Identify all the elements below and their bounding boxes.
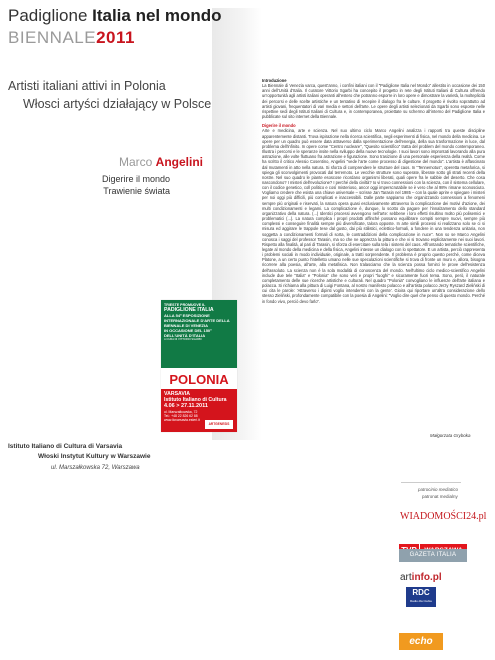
artist-last-name: Angelini: [155, 155, 203, 169]
work-title-polish: Trawienie świata: [103, 186, 170, 196]
artist-first-name: Marco: [118, 155, 156, 169]
poster-line3: ALLA 54ª ESPOSIZIONE INTERNAZIONALE D'ARTE DELLA BIENNALE DI VENEZIA: [164, 313, 230, 329]
media-patron-italian: patrocinio mediatico: [418, 487, 459, 492]
poster-country: POLONIA: [169, 372, 229, 387]
page-title: [8, 6, 222, 25]
intro-heading: Introduzione: [262, 78, 287, 83]
institute-address: ul. Marszałkowska 72, Warszawa: [51, 465, 140, 471]
poster-phone: Tel.: +48 22 826 62 88: [164, 414, 198, 418]
article-signature: Małgorzata Gryboka: [430, 433, 471, 438]
institute-name-polish: Włoski Instytut Kultury w Warszawie: [38, 453, 151, 460]
rdc-mark: RDC: [412, 588, 430, 597]
media-patron-polish: patronat medialny: [422, 494, 458, 499]
institute-name-italian: Istituto Italiano di Cultura di Varsavia: [8, 443, 123, 450]
poster-venue: Istituto Italiano di Cultura: [164, 397, 227, 403]
intro-paragraph: La Biennale di Venezia varca, quest'anno, i confini italiani con il "Padiglione Italia nel Mondo" allestito in occasione dei 150 anni dell'Unità d'Italia. Il curatore Vittorio Sgarbi ha concepito il progetto in rete degli Istituti Italiani di Cultura offrendo un'opportunità agli artisti italiani operanti all'estero che potranno esporre in loro opere e dimostrare la varietà, la molteplicità dei percorsi e delle scelte artistiche e un tentativo di recepire il dialogo fra le culture. Il progetto è rivolto soprattutto ad artisti giovani, frequentatori di vari media e settori dell'arte. Le opere degli artisti selezionati da Sgarbi sono esposte nelle rispettive sedi degli Istituti Italiani di Cultura e, in contemporanea, proiettate su schermo all'interno del Padiglione Italia e pubblicate sul sito internet della Biennale.: [262, 83, 485, 120]
poster-line5: A CURA DI VITTORIO SGARBI: [164, 338, 202, 342]
artinfo-part-a: art: [400, 572, 412, 583]
biennale-year: 2011: [96, 28, 135, 47]
gazeta-italia-logo[interactable]: GAZETA ITALIA: [399, 549, 467, 562]
poster-website: www.iicvarsavia.esteri.it: [164, 418, 200, 422]
rdc-radio-logo[interactable]: [406, 587, 436, 607]
subtitle-polish: Włosci artyści działający w Polsce: [23, 97, 212, 111]
poster-address: ul. Marszałkowska, 72: [164, 410, 198, 414]
work-title-italian: Digerire il mondo: [101, 174, 170, 184]
biennale-title: [8, 28, 135, 48]
subtitle-italian: Artisti italiani attivi in Polonia: [8, 79, 166, 93]
title-normal: Padiglione: [8, 6, 93, 25]
article-body: [262, 78, 485, 304]
echo-logo[interactable]: echo: [399, 633, 443, 650]
poster-line4: IN OCCASIONE DEL 150° DELL'UNITÀ D'ITALIA: [164, 328, 212, 339]
artinfo-logo[interactable]: [400, 572, 442, 583]
poster-line2: PADIGLIONE ITALIA: [164, 307, 214, 314]
poster-line1: TRIESTE PROMUOVE IL: [164, 303, 206, 307]
title-bold: Italia nel mondo: [92, 6, 222, 25]
exhibition-poster: [161, 300, 237, 432]
poster-green-block: [161, 300, 237, 368]
section-heading: Digerire il mondo: [262, 123, 296, 129]
biennale-word: BIENNALE: [8, 28, 97, 47]
section-paragraph: Arte e medicina, arte e scienza. Nel suo ultimo ciclo Marco Angelini analizza i rapporti tra queste discipline apparentemente distanti. Trova ispirazione nella ricerca scientifica, negli esperimenti di fisica, nel mondo della medicina. Le opere per un quadro può essere data attraverso dalla sperimentazione dell'energia, della sua trasformazione in luce, dal problema dell'infinito. In opere come "Centro nucleare", "Quesito scientifico" tratta del problem del mondo contemporaneo. Illustra i percorsi e le speranze insite nella sviluppo della nuove tecnologie. I suoi lavori sono improntati lavorando alla pura astrazione, alle volte fluttuano fra astrazione e figurazione. Sono trasizione di una personale esperienza della realtà. Come ha scritto il critico Alessio Cosentino, Angelini "vede l'arte come processo di digestione del mondo". L'artista è affascinato dal mutamenti in atto nella natura. Si sforza di comprendere le strutture del caos. In "Tennemotus", operetta metaforica, si spiega gli sconvolgimenti provocati dal terremoto. Le vecchie strutture sono superate, liberate sotto gli strati recenti della nostre. Nel suo quadro le piante esoscose ricordano organismi liberati, quali opere fra le sabbie del deserto. Che cosa nascondono? I misteri dell'evoluzione? I perché della civiltà? Io vi trovo connessioni con la scienza, con il sistema cellulare, con il codice genetico, coll politico e così misterioso, ancor oggi imperscrutabile se è vero che al 98% rimane sconosciuto. Vogliamo credere che esista una chiave universale – scrisse Jan Tarasin nel 1985 – con la quale aprire e spiegare i misteri per noi oggi più difficili, più complicati e inaccessibili. Dalle parte sappiamo che organizzando connessioni a fenomeni sempre più originali e riservati, la natura opera quasi esclusivamente attraverso la complicazione dei motivi d'azione, dei multi condizionamenti e legami. La complicazione è, dunque, lo scotto da pagare per l'innalzamento dello standard organizzativo della natura. (...) Identici processi avvengono nell'arte: sebbene i loro effetti risultino molto più polisemici e problematici (...). La natura complica i propri prodotti affinché possano equilibrare compiti sempre nuovi, sempre più complessi e conseguire finalità sempre più diversificate, talora opposte. In arte simili processi si realizzano solo se ci si misura ed aggirare le trappole tese dal gusto, dai più stilistici, eclettico-formali, a fondere in una tendenza unitaria, non soggetta a condizionamenti formali di sorta, le contraddizioni della complicazione in nuce". Non so se Marco Angelini conosca i saggi del professor Tarasin, ma so che ne apprezza la pittura e che vi si trovano esplicitamente nei suoi lavori. Rispetto alla finalità, al pari di Tarasin, si sforza di esercitare sulla tela i sistemi del caos. Affrontando tematiche scientifiche, legate al mondo della medicina e della fisica, Angelini intesse un dialogo con lo spettatore. E un artista, perciò rappresenta i problemi sociali in modo individuale, originale, a tratti sorprendente. Il problema è proprio questo perché, come diceva Platone, a un certo punto l'intelletto umano nelle sue speculazioni scientifiche si trova di fronte un muro e, allora, bisogna ricorrere alla poesia, all'arte, alla metafisica. Non tralasciamo che la scienza possa fornirci le prove dell'esistenza dell'assoluto. La scienza non è la sola modalità di conoscenza del mondo. Nell'ultimo ciclo medico-scientifico Angelini include due tele "Italia" e "Polonia" che sono veri e propri "luoghi" e sicuramente fuori tema. Sono, però, il naturale completamento delle sue ricerche artistiche e culturali. Nel quadro "Polonia" convogliano le influenze dell'arte italiana e polacca. Si richiama alla pittura di Luigi Fontana, al nostro manifesto polacco e all'artista polacco Jerzy Ryszard Zieliński di cui cita le parole: 'Attraverso i dipinti voglio intendermi con la gente'. Gioira qui riportare un'altra considerazione dello stesso Zieliński, profondamente compatibile con la poesia di Angelini: "Voglio dire quel che penso di questo mondo. Perché in fondo vivo, perciò devo farlo".: [262, 128, 485, 304]
poster-city: VARSAVIA: [164, 391, 191, 397]
artgenesis-logo: ARTGENESIS: [205, 420, 233, 429]
rdc-tagline: Radio dla Ciebie: [409, 599, 432, 603]
artist-name: [119, 155, 203, 169]
divider: [401, 482, 461, 483]
artinfo-part-b: info.pl: [411, 572, 442, 583]
wiadomosci24-logo[interactable]: WIADOMOŚCI24.pl: [400, 511, 487, 522]
poster-dates: 4.06 > 27.11.2011: [164, 403, 208, 409]
